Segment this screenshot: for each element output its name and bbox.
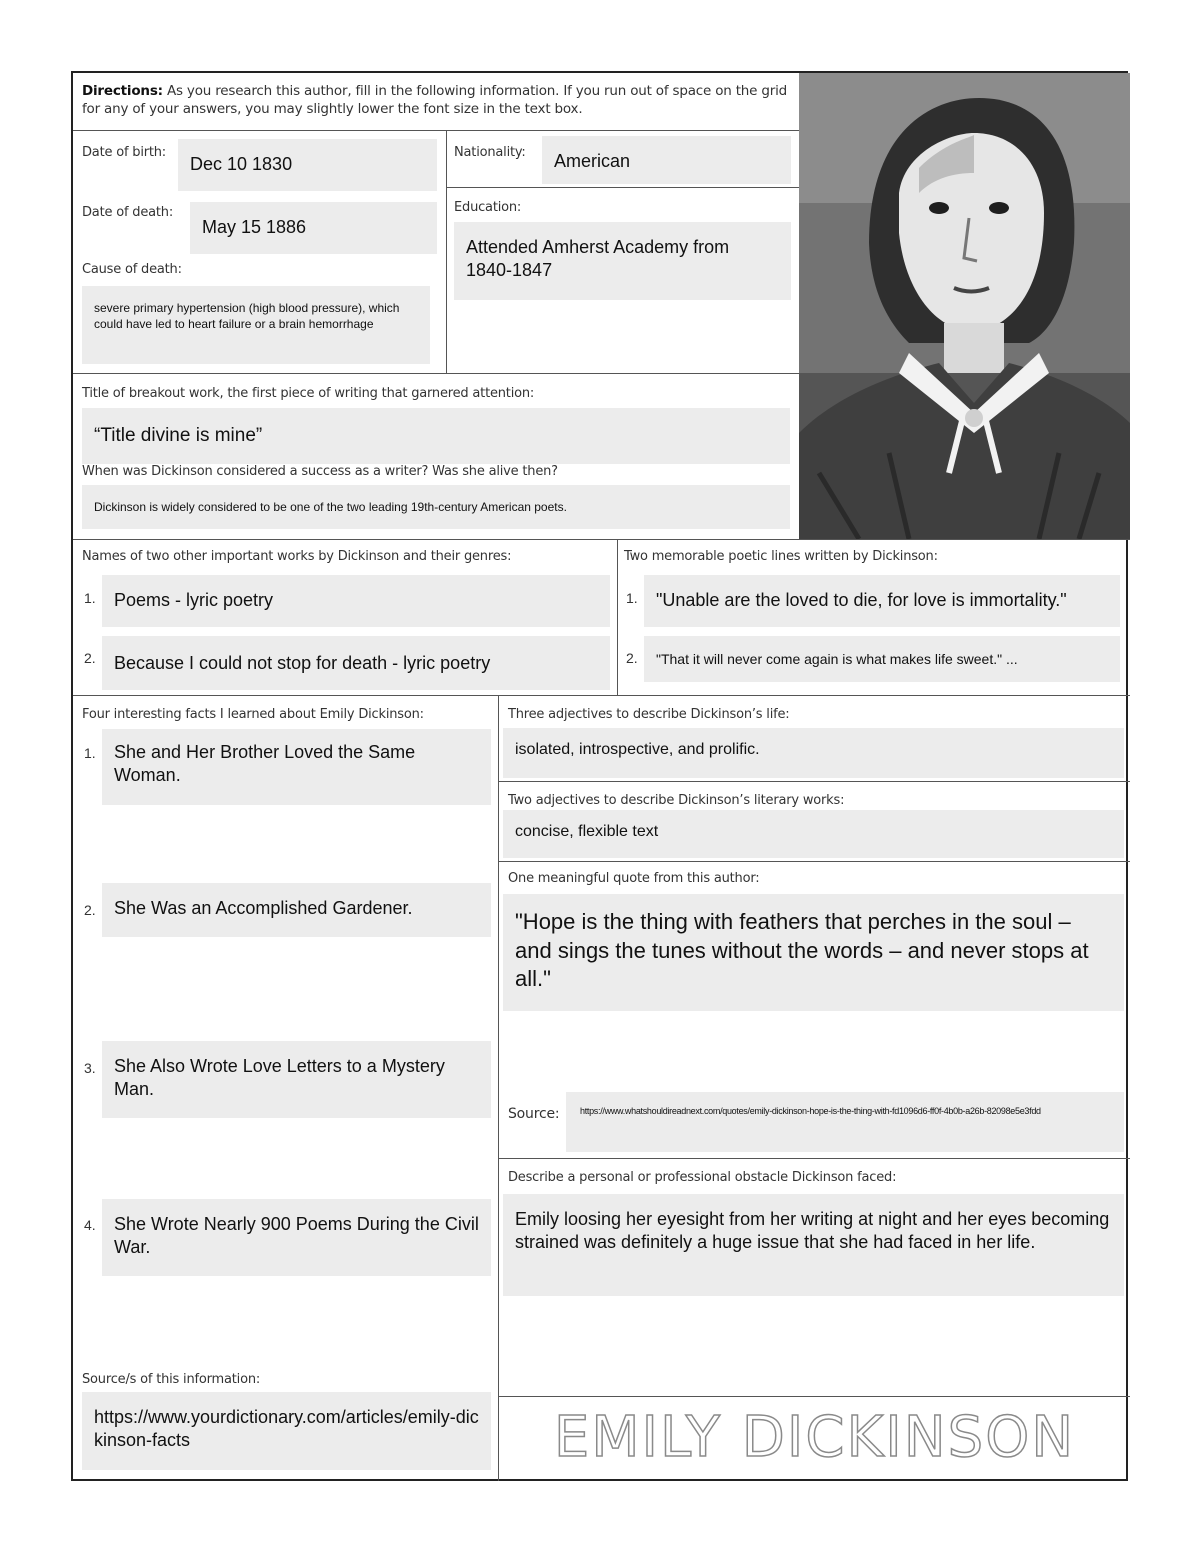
birth-label: Date of birth: — [82, 145, 166, 160]
facts-num-2: 2. — [84, 902, 96, 918]
adjectives-works-label: Two adjectives to describe Dickinson’s literary works: — [508, 793, 845, 808]
success-label: When was Dickinson considered a success as a writer? Was she alive then? — [82, 464, 558, 479]
birth-field[interactable]: Dec 10 1830 — [178, 139, 437, 191]
obstacle-field[interactable]: Emily loosing her eyesight from her writing at night and her eyes becoming strained was definitely a huge issue that she had faced in her life. — [503, 1194, 1124, 1296]
works-num-2: 2. — [84, 650, 96, 666]
death-label: Date of death: — [82, 205, 173, 220]
quote-source-label: Source: — [508, 1106, 560, 1122]
sources-field[interactable]: https://www.yourdictionary.com/articles/emily-dickinson-facts — [82, 1392, 491, 1470]
obstacle-label: Describe a personal or professional obstacle Dickinson faced: — [508, 1170, 897, 1185]
quote-section — [499, 862, 1130, 1159]
vitals-section — [73, 131, 447, 374]
directions — [82, 82, 792, 118]
sources-label: Source/s of this information: — [82, 1372, 261, 1387]
success-field[interactable]: Dickinson is widely considered to be one of the two leading 19th-century American poets. — [82, 485, 790, 529]
works-item-1[interactable]: Poems - lyric poetry — [102, 575, 610, 627]
adjectives-life-field[interactable]: isolated, introspective, and prolific. — [503, 728, 1124, 778]
facts-num-1: 1. — [84, 745, 96, 761]
cause-field[interactable]: severe primary hypertension (high blood pressure), which could have led to heart failure or a brain hemorrhage — [82, 286, 430, 364]
directions-text: As you research this author, fill in the following information. If you run out of space on the grid for any of your answers, you may slightly lower the font size in the text box. — [82, 83, 787, 118]
facts-item-3[interactable]: She Also Wrote Love Letters to a Mystery Man. — [102, 1041, 491, 1118]
facts-item-1[interactable]: She and Her Brother Loved the Same Woman. — [102, 729, 491, 805]
works-section — [73, 539, 618, 696]
facts-num-3: 3. — [84, 1060, 96, 1076]
works-num-1: 1. — [84, 590, 96, 606]
quote-source-field[interactable]: https://www.whatshouldireadnext.com/quotes/emily-dickinson-hope-is-the-thing-with-fd1096d6-ff0f-4b0b-a26b-82098e5e3fdd — [566, 1092, 1124, 1152]
worksheet — [71, 71, 1128, 1481]
quote-field[interactable]: "Hope is the thing with feathers that perches in the soul – and sings the tunes without the words – and never stops at all." — [503, 894, 1124, 1011]
adjectives-life-label: Three adjectives to describe Dickinson’s life: — [508, 707, 790, 722]
facts-num-4: 4. — [84, 1217, 96, 1233]
lines-item-2[interactable]: "That it will never come again is what makes life sweet." ... — [644, 636, 1120, 682]
breakout-section — [73, 374, 799, 539]
works-item-2[interactable]: Because I could not stop for death - lyric poetry — [102, 636, 610, 690]
nationality-label: Nationality: — [454, 145, 526, 160]
facts-section — [73, 696, 499, 1481]
adjectives-works-field[interactable]: concise, flexible text — [503, 810, 1124, 858]
breakout-label: Title of breakout work, the first piece of writing that garnered attention: — [82, 386, 535, 401]
adjectives-works-section — [499, 782, 1130, 862]
lines-section — [618, 539, 1130, 696]
facts-item-4[interactable]: She Wrote Nearly 900 Poems During the Civil War. — [102, 1199, 491, 1276]
quote-label: One meaningful quote from this author: — [508, 871, 760, 886]
education-label: Education: — [454, 200, 522, 215]
works-label: Names of two other important works by Dickinson and their genres: — [82, 549, 512, 564]
nationality-field[interactable]: American — [542, 136, 791, 184]
facts-label: Four interesting facts I learned about Emily Dickinson: — [82, 707, 424, 722]
education-field[interactable]: Attended Amherst Academy from 1840-1847 — [454, 222, 791, 300]
lines-num-2: 2. — [626, 650, 638, 666]
education-section — [447, 188, 799, 374]
death-field[interactable]: May 15 1886 — [190, 202, 437, 254]
lines-num-1: 1. — [626, 590, 638, 606]
breakout-field[interactable]: “Title divine is mine” — [82, 408, 790, 464]
adjectives-life-section — [499, 696, 1130, 782]
lines-item-1[interactable]: "Unable are the loved to die, for love is immortality." — [644, 575, 1120, 627]
facts-item-2[interactable]: She Was an Accomplished Gardener. — [102, 883, 491, 937]
obstacle-section — [499, 1159, 1130, 1397]
nationality-section — [447, 131, 799, 188]
directions-row — [73, 73, 799, 131]
cause-label: Cause of death: — [82, 262, 182, 277]
lines-label: Two memorable poetic lines written by Dickinson: — [624, 549, 938, 564]
author-name-banner: EMILY DICKINSON — [553, 1405, 1076, 1470]
banner-section — [499, 1397, 1130, 1481]
author-portrait — [799, 73, 1130, 539]
directions-heading: Directions: — [82, 83, 163, 99]
